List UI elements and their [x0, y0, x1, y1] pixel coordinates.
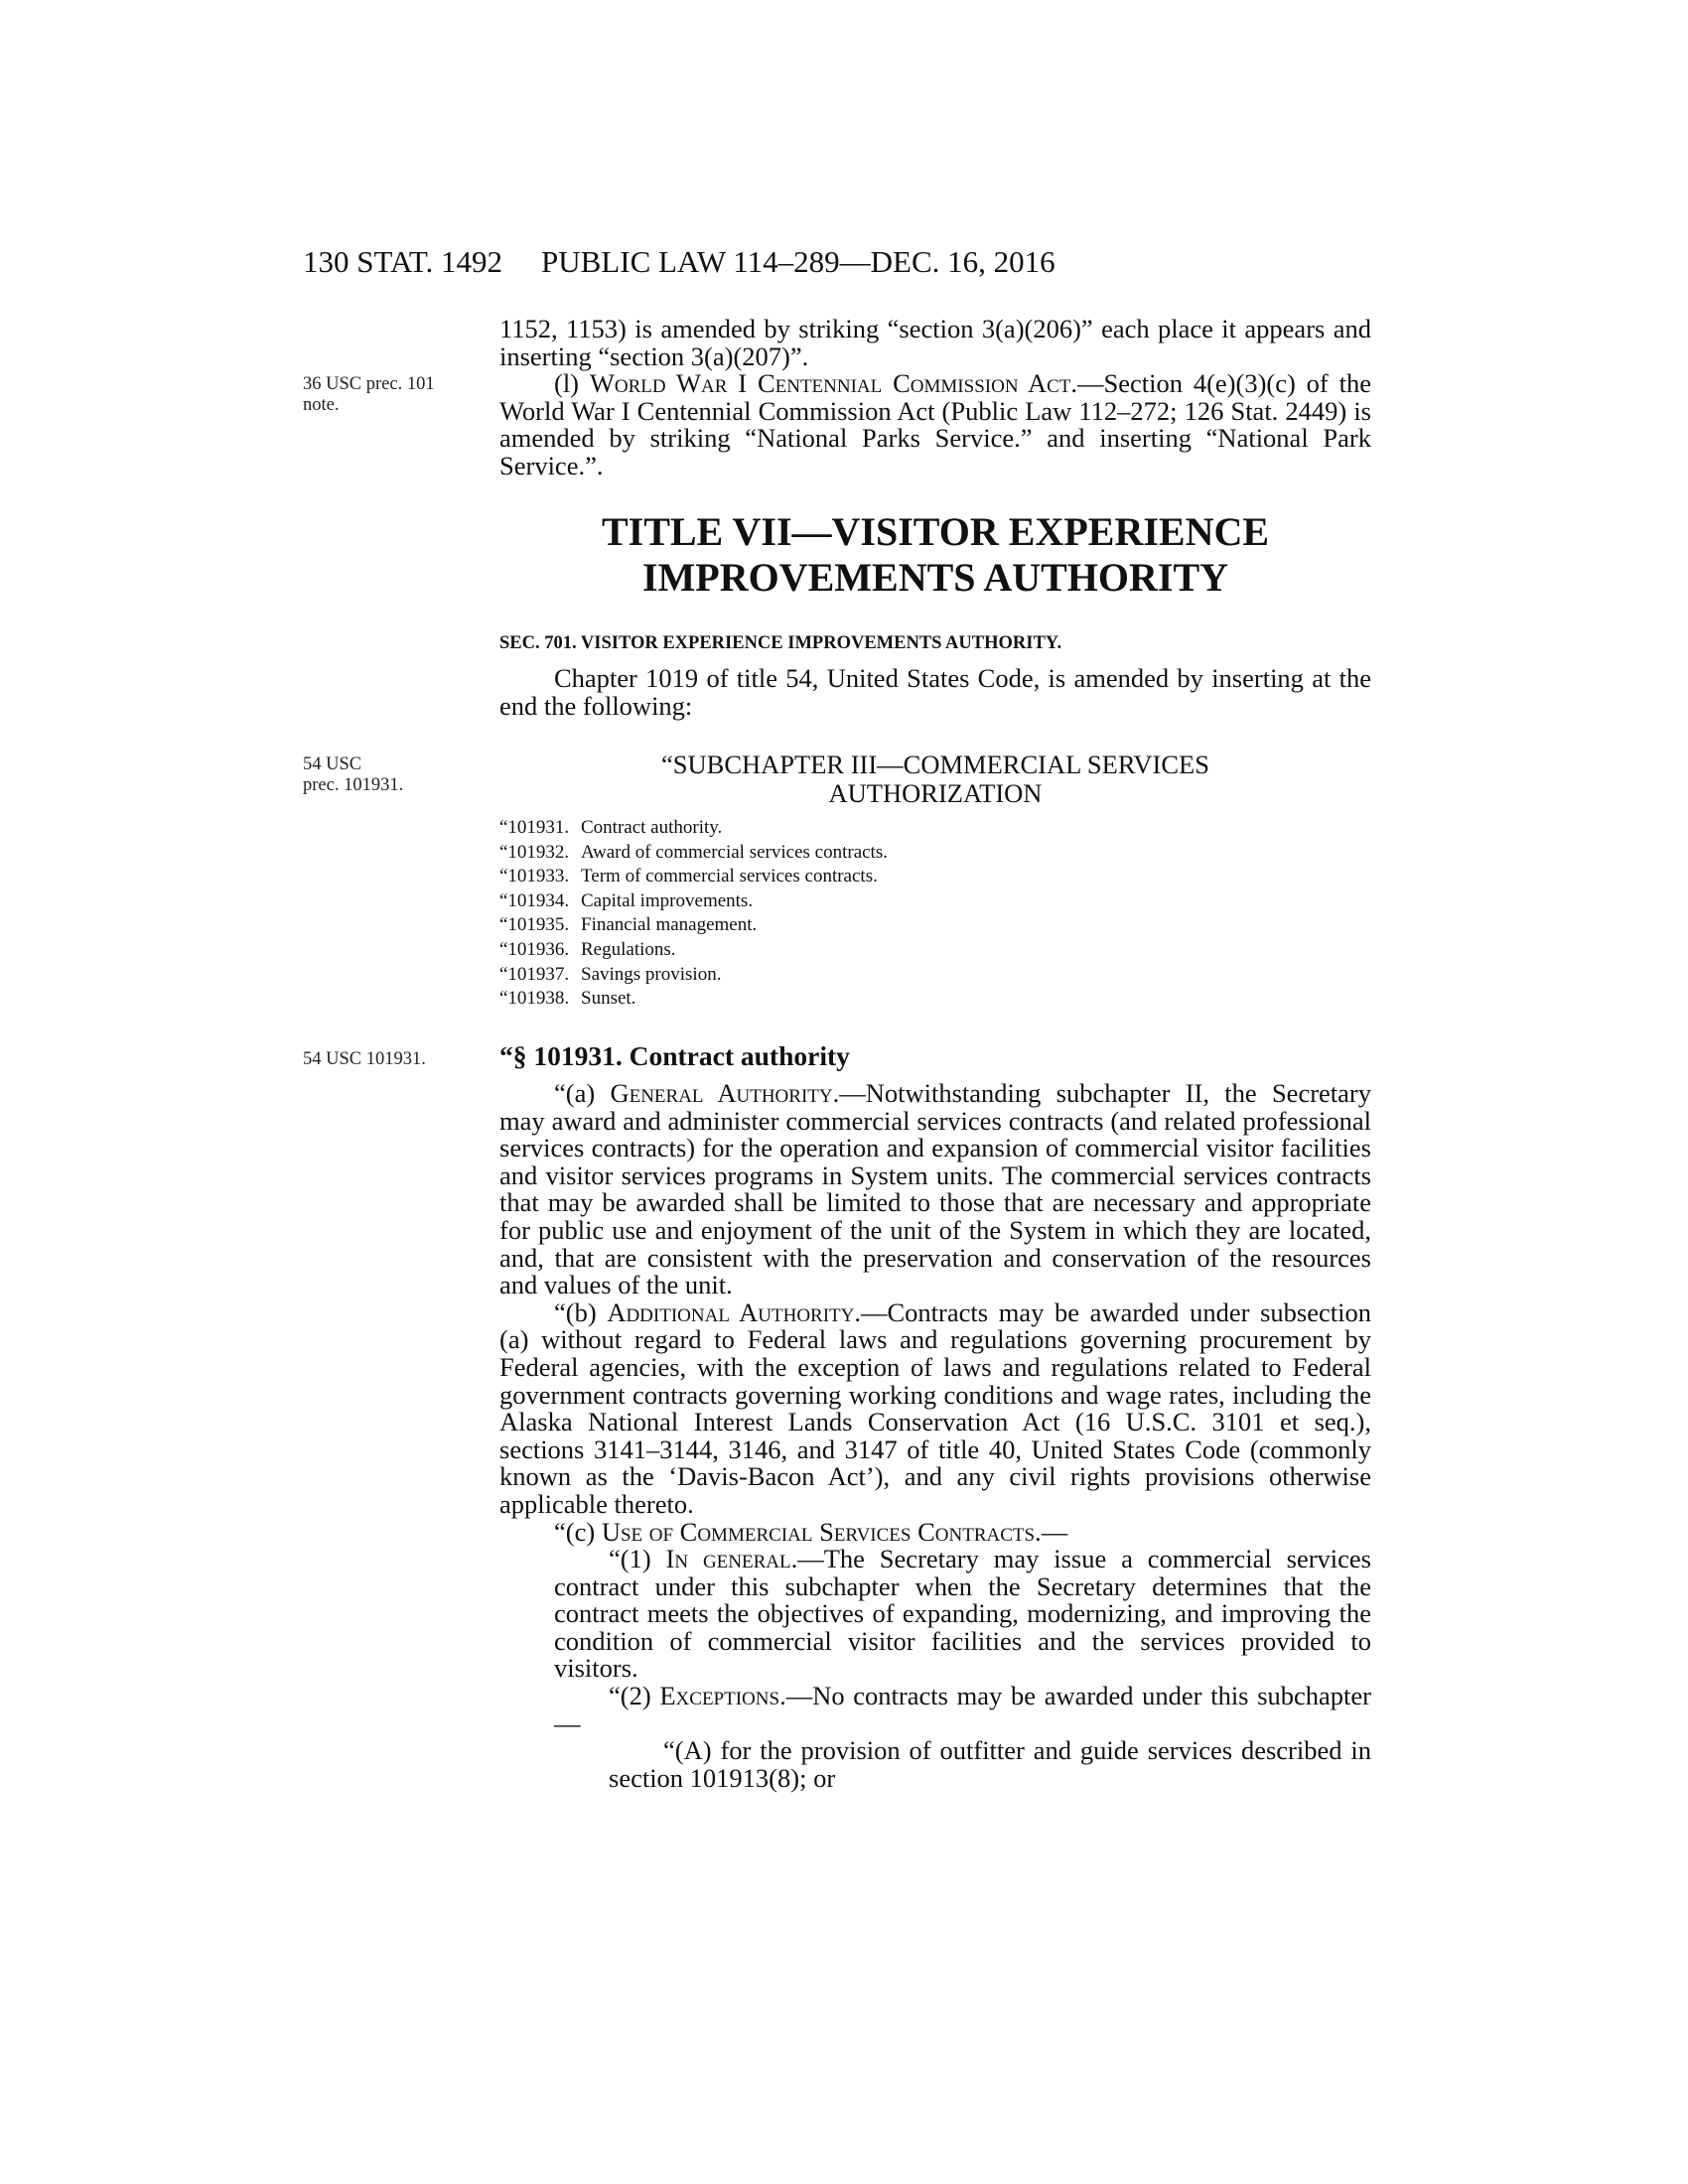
- toc-item: “101933. Term of commercial services contracts.: [499, 866, 878, 887]
- toc-item: “101936. Regulations.: [499, 938, 676, 960]
- paragraph-c1-heading: In general.: [665, 1544, 798, 1574]
- section-101931-heading: “§ 101931. Contract authority: [499, 1040, 850, 1071]
- subchapter-heading: [499, 751, 1371, 808]
- toc-item: “101937. Savings provision.: [499, 963, 722, 985]
- section-101931-body: [499, 1080, 1371, 1792]
- paragraph-l-lead: (l): [554, 368, 590, 399]
- continuation-text: 1152, 1153) is amended by striking “section 3(a)(206)” each place it appears and inserting “section 3(a)(207)”.: [499, 314, 1371, 371]
- paragraph-c2-heading: Exceptions.: [659, 1681, 786, 1711]
- subchapter-line-1: “SUBCHAPTER III—COMMERCIAL SERVICES: [661, 750, 1209, 779]
- section-701-body: [499, 665, 1371, 720]
- subsection-c-heading: Use of Commercial Services Contracts.: [601, 1516, 1042, 1547]
- continuation-block: [499, 316, 1371, 480]
- title-vii-heading: [499, 509, 1371, 601]
- table-of-sections: [499, 816, 888, 1012]
- subsection-b: “(b) Additional Authority.—Contracts may be awarded under subsection (a) without regard to Federal laws and regulations governing procurement by Federal agencies, with the exception of laws and regulations related to Federal government contracts governing working conditions and wage rates, including the Alaska National Interest Lands Conservation Act (16 U.S.C. 3101 et seq.), sections 3141–3144, 3146, and 3147 of title 40, United States Code (commonly known as the ‘Davis-Bacon Act’), and any civil rights provisions otherwise applicable thereto.: [499, 1297, 1371, 1519]
- subparagraph-c2-A: “(A) for the provision of outfitter and guide services described in section 101913(8); or: [609, 1735, 1371, 1793]
- toc-item: “101938. Sunset.: [499, 988, 636, 1010]
- law-and-date: PUBLIC LAW 114–289—DEC. 16, 2016: [541, 244, 1055, 279]
- subsection-b-heading: Additional Authority.: [607, 1297, 861, 1327]
- subsection-a-heading: General Authority.: [610, 1078, 840, 1108]
- margin-note-54usc-101931: 54 USC 101931.: [303, 1049, 426, 1069]
- section-701-heading: SEC. 701. VISITOR EXPERIENCE IMPROVEMENTS AUTHORITY.: [499, 633, 1062, 653]
- paragraph-l-heading: World War I Centennial Commission Act.: [589, 368, 1077, 399]
- subchapter-line-2: AUTHORIZATION: [828, 778, 1043, 808]
- paragraph-l: [499, 370, 1371, 479]
- section-701-text: Chapter 1019 of title 54, United States Code, is amended by inserting at the end the following:: [499, 663, 1371, 721]
- stat-page-number: 130 STAT. 1492: [303, 244, 503, 279]
- title-line-1: TITLE VII—VISITOR EXPERIENCE: [601, 509, 1270, 554]
- toc-item: “101931. Contract authority.: [499, 817, 723, 838]
- toc-item: “101932. Award of commercial services contracts.: [499, 841, 888, 863]
- margin-note-54usc-prec: 54 USC prec. 101931.: [303, 754, 404, 795]
- toc-item: “101935. Financial management.: [499, 914, 758, 936]
- paragraph-c2: “(2) Exceptions.—No contracts may be awarded under this subchapter—: [554, 1681, 1371, 1738]
- subsection-a: “(a) General Authority.—Notwithstanding subchapter II, the Secretary may award and administer commercial services contracts (and related professional services contracts) for the operation and expansion of commercial visitor facilities and visitor services programs in System units. The commercial services contracts that may be awarded shall be limited to those that are necessary and appropriate for public use and enjoyment of the unit of the System in which they are located, and, that are consistent with the preservation and conservation of the resources and values of the unit.: [499, 1078, 1371, 1300]
- subsection-c: “(c) Use of Commercial Services Contracts.—: [554, 1516, 1068, 1547]
- margin-note-36usc: 36 USC prec. 101 note.: [303, 374, 435, 415]
- page-header: [303, 244, 1370, 284]
- title-line-2: IMPROVEMENTS AUTHORITY: [641, 555, 1229, 600]
- toc-item: “101934. Capital improvements.: [499, 889, 754, 911]
- paragraph-c1: “(1) In general.—The Secretary may issue a commercial services contract under this subchapter when the Secretary determines that the contract meets the objectives of expanding, modernizing, and improving the condition of commercial visitor facilities and the services provided to visitors.: [554, 1544, 1371, 1684]
- paragraph-l-text: —Section 4(e)(3)(c) of the World War I Centennial Commission Act (Public Law 112–272; 126 Stat. 2449) is amended by striking “National Parks Service.” and inserting “National Park Service.”.: [499, 368, 1371, 480]
